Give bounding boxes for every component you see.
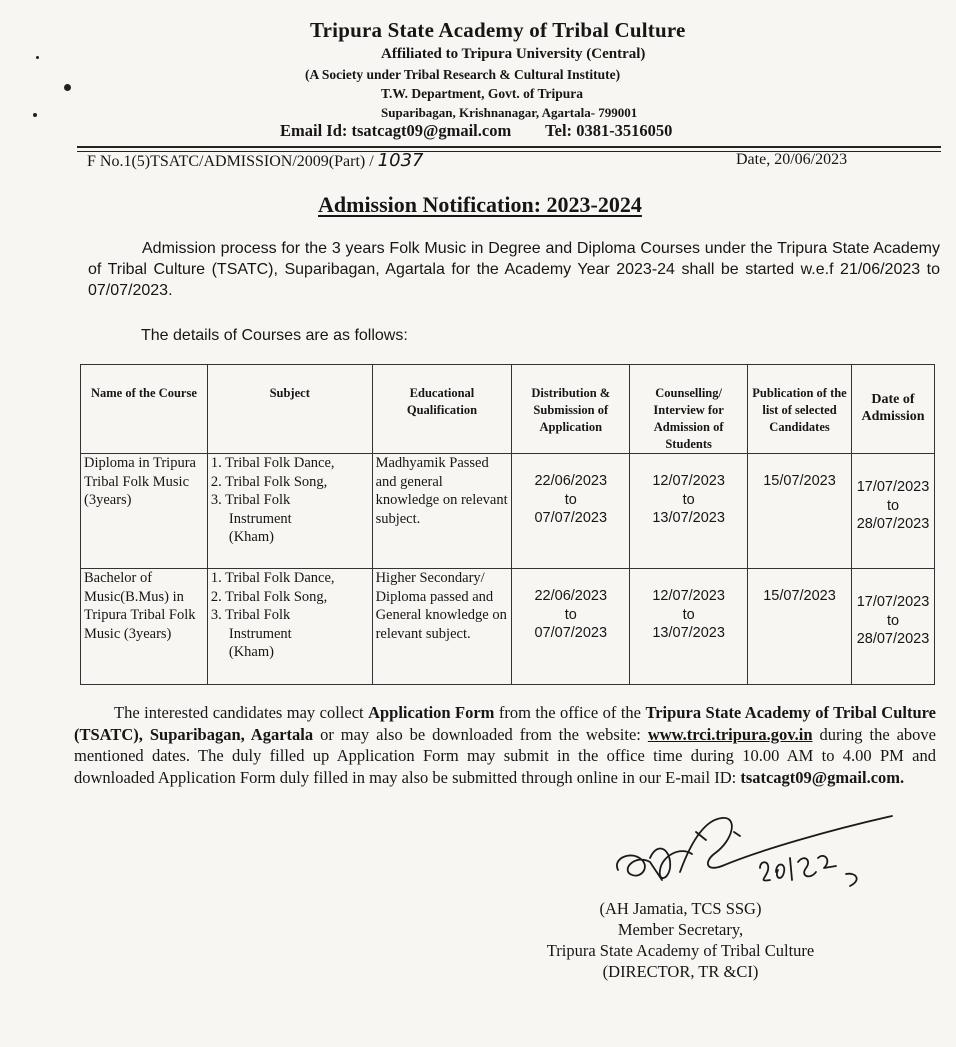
- closing-text-3: or may also be downloaded from the website:: [313, 724, 648, 744]
- website-link[interactable]: www.trci.tripura.gov.in: [647, 724, 813, 744]
- signatory-name: (AH Jamatia, TCS SSG): [599, 899, 762, 918]
- header-distribution: Distribution & Submission of Application: [512, 365, 630, 454]
- header-qualification: Educational Qualification: [372, 365, 512, 454]
- date-from: 17/07/2023: [856, 479, 930, 495]
- tel-value: 0381-3516050: [576, 121, 673, 140]
- subject-item: 3. Tribal Folk: [210, 607, 291, 623]
- application-form-text: Application Form: [368, 703, 495, 722]
- date-to: 13/07/2023: [652, 625, 725, 641]
- intro-paragraph: [88, 238, 940, 301]
- date-to: 07/07/2023: [534, 510, 608, 526]
- header-subject: Subject: [207, 365, 372, 454]
- date-from: 12/07/2023: [652, 588, 725, 604]
- subject-item: 1. Tribal Folk Dance,: [210, 570, 335, 586]
- publication-date: 15/07/2023: [763, 473, 836, 489]
- academy-title: Tripura State Academy of Tribal Culture: [310, 18, 686, 42]
- subject-item: (Kham): [228, 644, 274, 660]
- intro-text: Admission process for the 3 years Folk Music in Degree and Diploma Courses under the Tripura State Academy of Tribal Culture (TSATC), Suparibagan, Agartala for the Academy Year 2023-24 shall be started w.e.f 21/06/2023 to 07/07/2023.: [88, 240, 940, 299]
- file-number-text: F No.1(5)TSATC/ADMISSION/2009(Part) /: [87, 153, 374, 170]
- counselling-cell: [630, 569, 748, 685]
- date-to-word: to: [682, 491, 695, 508]
- margin-speck: [64, 84, 71, 91]
- signature-scribble: [610, 810, 900, 905]
- date-to-word: to: [886, 612, 900, 629]
- contact-line: [280, 121, 672, 141]
- margin-speck: [36, 56, 39, 59]
- date-to-word: to: [564, 491, 577, 508]
- closing-text-2: from the office of the: [494, 703, 646, 722]
- handwritten-number: 1037: [377, 150, 424, 171]
- tel-label: Tel:: [545, 121, 573, 140]
- notification-title: Admission Notification: 2023-2024: [318, 192, 642, 217]
- signatory-org: Tripura State Academy of Tribal Culture: [546, 941, 815, 960]
- date-to: 07/07/2023: [534, 625, 608, 641]
- closing-text-1: The interested candidates may collect: [114, 703, 369, 722]
- date-from: 17/07/2023: [856, 594, 930, 610]
- counselling-cell: [630, 454, 748, 569]
- subject-item: 2. Tribal Folk Song,: [210, 473, 328, 490]
- email-label: Email Id:: [280, 121, 348, 140]
- subject-item: 3. Tribal Folk: [210, 492, 291, 508]
- table-row: [81, 454, 935, 569]
- publication-cell: [748, 454, 852, 569]
- qualification-cell: Higher Secondary/ Diploma passed and General knowledge on relevant subject.: [372, 569, 512, 685]
- date-from: 22/06/2023: [534, 588, 608, 604]
- details-heading: The details of Courses are as follows:: [141, 327, 408, 344]
- society-line: (A Society under Tribal Research & Cultural Institute): [305, 67, 621, 82]
- header-course: Name of the Course: [81, 365, 208, 454]
- department-line: T.W. Department, Govt. of Tripura: [381, 86, 583, 101]
- date-from: 12/07/2023: [652, 473, 725, 489]
- distribution-cell: [512, 569, 630, 685]
- subject-item: Instrument: [228, 625, 292, 642]
- header-rule-thick: [77, 146, 941, 148]
- email-bold-text: tsatcagt09@gmail.com.: [740, 767, 905, 787]
- date-from: 22/06/2023: [534, 473, 608, 489]
- header-counselling: Counselling/ Interview for Admission of Students: [630, 365, 748, 454]
- signature-block: [528, 898, 833, 982]
- affiliation-line: Affiliated to Tripura University (Central): [381, 46, 646, 62]
- signatory-designation: Member Secretary,: [617, 920, 744, 939]
- subject-cell: [207, 454, 372, 569]
- admission-date-cell: [851, 454, 934, 569]
- publication-date: 15/07/2023: [763, 588, 836, 604]
- distribution-cell: [512, 454, 630, 569]
- course-name-cell: Bachelor of Music(B.Mus) in Tripura Tribal Folk Music (3years): [81, 569, 208, 685]
- issue-date: Date, 20/06/2023: [736, 151, 848, 168]
- publication-cell: [748, 569, 852, 685]
- academy-bold-text: Tripura State Academy of Tribal Culture (TSATC), Suparibagan, Agartala: [74, 703, 936, 744]
- subject-cell: [207, 569, 372, 685]
- date-to: 28/07/2023: [856, 631, 930, 647]
- date-to-word: to: [682, 606, 695, 623]
- margin-speck: [33, 113, 37, 117]
- table-header-row: [81, 365, 935, 454]
- subject-item: 1. Tribal Folk Dance,: [210, 455, 335, 471]
- table-row: [81, 569, 935, 685]
- subject-item: 2. Tribal Folk Song,: [210, 588, 328, 605]
- signatory-director: (DIRECTOR, TR &CI): [602, 962, 759, 981]
- subject-item: Instrument: [228, 510, 292, 527]
- date-to: 28/07/2023: [856, 516, 930, 532]
- email-value: tsatcagt09@gmail.com: [351, 121, 512, 140]
- address-line: Suparibagan, Krishnanagar, Agartala- 799001: [381, 105, 638, 120]
- qualification-cell: Madhyamik Passed and general knowledge on relevant subject.: [372, 454, 512, 569]
- date-to-word: to: [886, 497, 900, 514]
- closing-text-4: during the above mentioned dates. The duly filled up Application Form may submit in the office time during 10.00 AM to 4.00 PM and downloaded Application Form duly filled in may also be submitted through online in our E-mail ID:: [74, 724, 936, 787]
- date-to: 13/07/2023: [652, 510, 725, 526]
- date-to-word: to: [564, 606, 577, 623]
- courses-table: [80, 364, 935, 685]
- header-publication: Publication of the list of selected Candidates: [748, 365, 852, 454]
- subject-item: (Kham): [228, 529, 274, 545]
- admission-date-cell: [851, 569, 934, 685]
- closing-paragraph: [74, 702, 936, 788]
- course-name-cell: Diploma in Tripura Tribal Folk Music (3years): [81, 454, 208, 569]
- file-number: [87, 150, 423, 171]
- header-admission-date: Date of Admission: [851, 365, 934, 454]
